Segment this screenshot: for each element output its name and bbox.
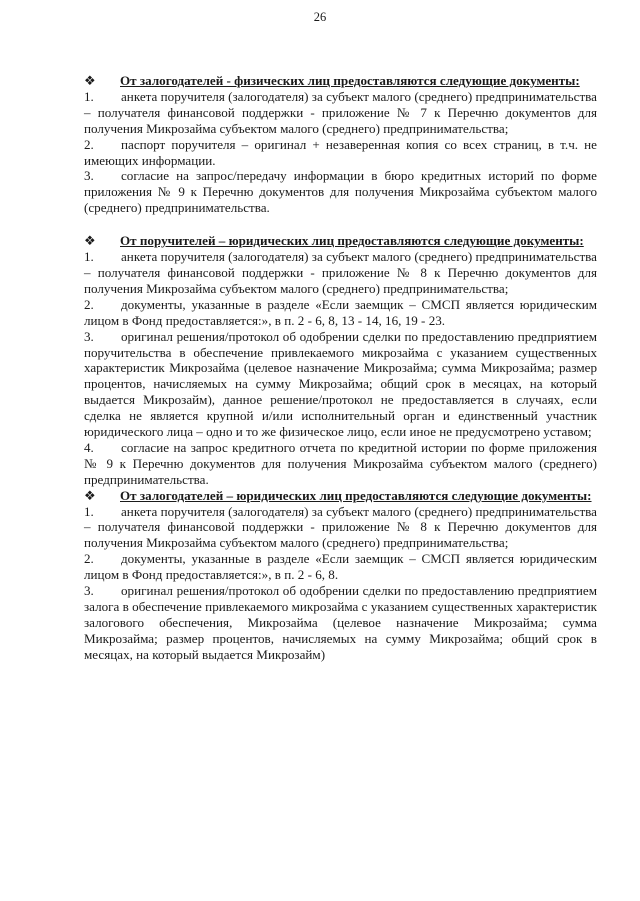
section-pledgers-legal-entities [84, 488, 597, 663]
section-pledgers-individuals [84, 73, 597, 216]
list-item: 3. оригинал решения/протокол об одобрении сделки по предоставлению предприятием залога в обеспечение привлекаемого микрозайма с указанием существенных характеристик залогового обеспечения, Микрозайма (целевое назначение Микрозайма; сумма Микрозайма; размер процентов, начисляемых на сумму Микрозайма; общий срок в месяцах, на который выдается Микрозайм) [84, 583, 597, 662]
list-item: 1. анкета поручителя (залогодателя) за субъект малого (среднего) предпринимательства – получателя финансовой поддержки - приложение № 7 к Перечню документов для получения Микрозайма субъектом малого (среднего) предпринимательства; [84, 88, 597, 136]
list-item: 1. анкета поручителя (залогодателя) за субъект малого (среднего) предпринимательства – получателя финансовой поддержки - приложение № 8 к Перечню документов для получения Микрозайма субъектом малого (среднего) предпринимательства; [84, 503, 597, 551]
list-item: 2. паспорт поручителя – оригинал + незаверенная копия со всех страниц, в т.ч. не имеющих информации. [84, 136, 597, 168]
bullet-icon: ❖ [84, 73, 96, 88]
document-body [84, 73, 597, 663]
section-heading: ❖ От поручителей – юридических лиц предоставляются следующие документы: [84, 233, 584, 249]
list-item: 1. анкета поручителя (залогодателя) за субъект малого (среднего) предпринимательства – получателя финансовой поддержки - приложение № 8 к Перечню документов для получения Микрозайма субъектом малого (среднего) предпринимательства; [84, 249, 597, 296]
section-heading: ❖ От залогодателей – юридических лиц предоставляются следующие документы: [84, 487, 592, 503]
list-item: 4. согласие на запрос кредитного отчета по кредитной истории по форме приложения № 9 к Перечню документов для получения Микрозайма субъектом малого (среднего) предпринимательства. [84, 439, 597, 487]
bullet-icon: ❖ [84, 487, 96, 503]
list-item: 3. оригинал решения/протокол об одобрении сделки по предоставлению предприятием поручительства в обеспечение привлекаемого микрозайма с указанием существенных характеристик Микрозайма (целевое назначение Микрозайма; сумма Микрозайма; размер процентов, начисляемых на сумму Микрозайма; общий срок в месяцах, на который выдается Микрозайм), данное решение/протокол не предоставляется в случаях, если сделка не является крупной и/или исполнительный орган и единственный участник юридического лица – одно и то же физическое лицо, если иное не предусмотрено уставом; [84, 328, 597, 440]
section-heading: ❖ От залогодателей - физических лиц предоставляются следующие документы: [84, 73, 580, 88]
bullet-icon: ❖ [84, 233, 96, 249]
page-number: 26 [313, 10, 327, 24]
section-guarantors-legal-entities [84, 233, 597, 488]
list-item: 2. документы, указанные в разделе «Если заемщик – СМСП является юридическим лицом в Фонд предоставляется:», в п. 2 - 6, 8. [84, 551, 597, 583]
list-item: 2. документы, указанные в разделе «Если заемщик – СМСП является юридическим лицом в Фонд предоставляется:», в п. 2 - 6, 8, 13 - 14, 16, 19 - 23. [84, 296, 597, 328]
list-item: 3. согласие на запрос/передачу информации в бюро кредитных историй по форме приложения № 9 к Перечню документов для получения Микрозайма субъектом малого (среднего) предпринимательства. [84, 168, 597, 216]
